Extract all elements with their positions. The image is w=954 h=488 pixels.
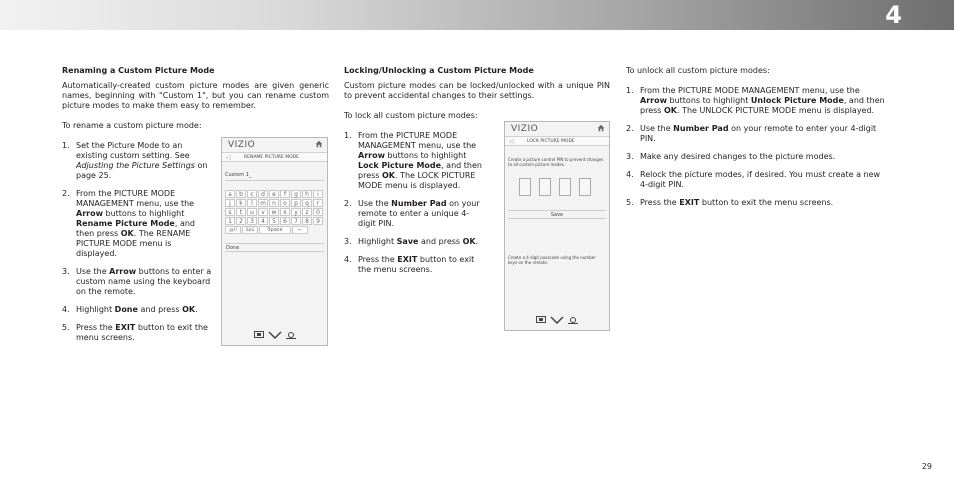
step-number: 3. [344, 237, 352, 246]
keyboard-key: n [269, 199, 279, 207]
gear-icon [568, 316, 578, 324]
step-text: , and then press [640, 96, 885, 115]
pin-digit-box [519, 178, 531, 196]
step-number: 2. [626, 124, 634, 133]
step-bold: Done [114, 305, 138, 314]
divider [225, 180, 324, 181]
keyboard-key: 8 [302, 217, 312, 225]
step-text: buttons to highlight [384, 151, 467, 160]
done-item: Done [225, 243, 324, 252]
keyboard-key-symbols: @!/ [225, 226, 241, 234]
step-text: . The LOCK PICTURE MODE menu is displayed. [358, 171, 476, 190]
screen-title-row [505, 136, 609, 146]
bottom-icon-bar [222, 331, 327, 339]
step-text: . [195, 305, 198, 314]
step-text: on your remote to enter your 4-digit PIN. [640, 124, 877, 143]
keyboard-key: j [225, 199, 235, 207]
step-text: From the PICTURE MODE MANAGEMENT menu, use the [358, 131, 477, 150]
paragraph: To rename a custom picture mode: [62, 121, 202, 130]
keyboard-key: 9 [313, 217, 323, 225]
name-field: Custom 1_ [225, 172, 252, 178]
keyboard-key: z [302, 208, 312, 216]
step-text: . The RENAME PICTURE MODE menu is displayed. [76, 229, 191, 258]
list-item [344, 131, 484, 191]
keyboard-key: y [291, 208, 301, 216]
step-text: and press [137, 305, 183, 314]
home-icon [597, 124, 605, 132]
back-arrow-icon: ◁ [226, 154, 231, 161]
keyboard-key: b [236, 190, 246, 198]
keyboard-key: k [236, 199, 246, 207]
step-text: From the PICTURE MODE MANAGEMENT menu, use the [76, 189, 195, 208]
step-text: Press the [640, 198, 680, 207]
screen-topbar [505, 122, 609, 136]
keyboard-key: u [247, 208, 257, 216]
rename-screen-illustration [221, 137, 328, 346]
paragraph: Automatically-created custom picture modes are given generic names, beginning with "Custom 1", but you can rename custom picture modes to make them easy to remember. [62, 81, 329, 110]
screen-topbar [222, 138, 327, 152]
list-item [626, 198, 888, 208]
keyboard-row [225, 226, 325, 234]
list-item [62, 267, 212, 297]
step-number: 3. [626, 152, 634, 161]
keyboard-key-backspace: ← [292, 226, 308, 234]
keyboard-key: 0 [313, 208, 323, 216]
list-item [344, 255, 484, 275]
wide-mode-icon [254, 331, 264, 339]
section-heading-rename: Renaming a Custom Picture Mode [62, 66, 215, 75]
step-text: and press [418, 237, 463, 246]
pin-instruction: Create a picture control PIN to prevent changes to all custom picture modes. [508, 157, 604, 167]
keyboard-key: h [302, 190, 312, 198]
step-number: 1. [344, 131, 352, 140]
step-text: buttons to highlight [666, 96, 751, 105]
step-number: 4. [344, 255, 352, 264]
paragraph: Custom picture modes can be locked/unlocked with a unique PIN to prevent accidental changes to their settings. [344, 81, 610, 100]
keyboard-key: l [247, 199, 257, 207]
pin-digit-box [579, 178, 591, 196]
step-bold: EXIT [115, 323, 136, 332]
list-item [62, 323, 212, 343]
step-bold: Rename Picture Mode [76, 219, 175, 228]
step-text: Use the [358, 199, 392, 208]
step-number: 2. [344, 199, 352, 208]
on-screen-keyboard [225, 190, 325, 235]
step-text: Highlight [358, 237, 397, 246]
step-bold: Number Pad [391, 199, 447, 208]
step-text: Press the [76, 323, 116, 332]
step-text: button to exit the menu screens. [699, 198, 834, 207]
step-bold: Arrow [109, 267, 137, 276]
step-bold: Arrow [640, 96, 667, 105]
step-text: button to exit the menu screens. [76, 323, 208, 342]
step-number: 5. [62, 323, 70, 332]
step-text: Press the [358, 255, 398, 264]
step-bold: EXIT [397, 255, 418, 264]
keyboard-key: 1 [225, 217, 235, 225]
pin-hint: Create a 4 digit passcode using the number keys on the remote. [508, 255, 596, 265]
home-icon [315, 140, 323, 148]
step-bold: OK [182, 305, 196, 314]
keyboard-key: c [247, 190, 257, 198]
keyboard-key: g [291, 190, 301, 198]
pin-digit-box [559, 178, 571, 196]
step-text: Highlight [76, 305, 115, 314]
keyboard-key: 4 [258, 217, 268, 225]
step-number: 4. [62, 305, 70, 314]
chapter-number: 4 [885, 1, 902, 29]
section-heading-lock: Locking/Unlocking a Custom Picture Mode [344, 66, 534, 75]
keyboard-key: p [291, 199, 301, 207]
step-text: Set the Picture Mode to an existing custom setting. See [76, 141, 190, 160]
list-item [626, 152, 888, 162]
header-bar [0, 0, 954, 30]
chevron-down-icon [268, 331, 282, 339]
step-bold: Arrow [358, 151, 385, 160]
keyboard-key: 5 [269, 217, 279, 225]
paragraph: To unlock all custom picture modes: [626, 66, 770, 75]
keyboard-key: i [313, 190, 323, 198]
step-text: buttons to highlight [102, 209, 185, 218]
step-number: 2. [62, 189, 70, 198]
keyboard-key: s [225, 208, 235, 216]
list-item [62, 305, 212, 315]
screen-title-row [222, 152, 327, 162]
keyboard-key-space: Space [259, 226, 291, 234]
vizio-logo: VIZIO [228, 140, 256, 150]
step-number: 1. [62, 141, 70, 150]
screen-title: LOCK PICTURE MODE [527, 139, 575, 144]
keyboard-key: q [302, 199, 312, 207]
list-item [62, 189, 212, 259]
keyboard-key-accents: äöü [242, 226, 258, 234]
keyboard-key: w [269, 208, 279, 216]
step-bold: OK [664, 106, 677, 115]
step-text: buttons to enter a custom name using the keyboard on the remote. [76, 267, 212, 296]
save-item: Save [508, 210, 606, 219]
list-item [344, 237, 484, 247]
step-number: 4. [626, 170, 634, 179]
keyboard-row [225, 199, 325, 207]
keyboard-key: v [258, 208, 268, 216]
keyboard-key: a [225, 190, 235, 198]
step-bold: Unlock Picture Mode [750, 96, 844, 105]
back-arrow-icon: ◁ [509, 138, 514, 145]
step-text: Relock the picture modes, if desired. You must create a new 4-digit PIN. [640, 170, 881, 189]
step-text: button to exit the menu screens. [358, 255, 475, 274]
keyboard-key: t [236, 208, 246, 216]
step-bold: Lock Picture Mode [358, 161, 442, 170]
chevron-down-icon [550, 316, 564, 324]
step-text: . [475, 237, 479, 246]
step-text: , and then press [76, 219, 195, 238]
step-bold: Save [396, 237, 419, 246]
gear-icon [286, 331, 296, 339]
keyboard-key: 3 [247, 217, 257, 225]
step-text: on page 25. [76, 161, 208, 180]
step-text: , and then press [358, 161, 482, 180]
pin-digit-box [539, 178, 551, 196]
keyboard-key: o [280, 199, 290, 207]
list-item [626, 170, 888, 190]
keyboard-row [225, 217, 325, 225]
keyboard-row [225, 208, 325, 216]
keyboard-key: e [269, 190, 279, 198]
keyboard-key: r [313, 199, 323, 207]
keyboard-row [225, 190, 325, 198]
keyboard-key: d [258, 190, 268, 198]
list-item [626, 86, 888, 116]
column-unlock [626, 66, 894, 216]
step-text: . The UNLOCK PICTURE MODE menu is displayed. [677, 106, 875, 115]
keyboard-key: 6 [280, 217, 290, 225]
step-text: Use the [640, 124, 674, 133]
step-bold: OK [462, 237, 476, 246]
paragraph: To lock all custom picture modes: [344, 111, 478, 120]
keyboard-key: 7 [291, 217, 301, 225]
list-item [344, 199, 484, 229]
step-text: From the PICTURE MODE MANAGEMENT menu, use the [640, 86, 860, 95]
pin-entry [519, 178, 591, 196]
screen-title: RENAME PICTURE MODE [244, 155, 299, 160]
step-bold: Number Pad [673, 124, 729, 133]
step-italic: Adjusting the Picture Settings [76, 161, 195, 170]
steps-list [626, 86, 888, 208]
list-item [626, 124, 888, 144]
step-number: 3. [62, 267, 70, 276]
keyboard-key: 2 [236, 217, 246, 225]
page-number: 29 [921, 462, 932, 471]
step-text: Use the [76, 267, 110, 276]
step-text: Make any desired changes to the picture modes. [640, 152, 836, 161]
keyboard-key: x [280, 208, 290, 216]
lock-screen-illustration [504, 121, 610, 331]
step-number: 1. [626, 86, 634, 95]
step-text: on your remote to enter a unique 4-digit PIN. [358, 199, 480, 228]
vizio-logo: VIZIO [511, 124, 539, 134]
step-bold: EXIT [679, 198, 700, 207]
step-number: 5. [626, 198, 634, 207]
list-item [62, 141, 212, 181]
keyboard-key: f [280, 190, 290, 198]
wide-mode-icon [536, 316, 546, 324]
keyboard-key: m [258, 199, 268, 207]
step-bold: OK [120, 229, 134, 238]
bottom-icon-bar [505, 316, 609, 324]
step-bold: Arrow [76, 209, 103, 218]
step-bold: OK [382, 171, 395, 180]
